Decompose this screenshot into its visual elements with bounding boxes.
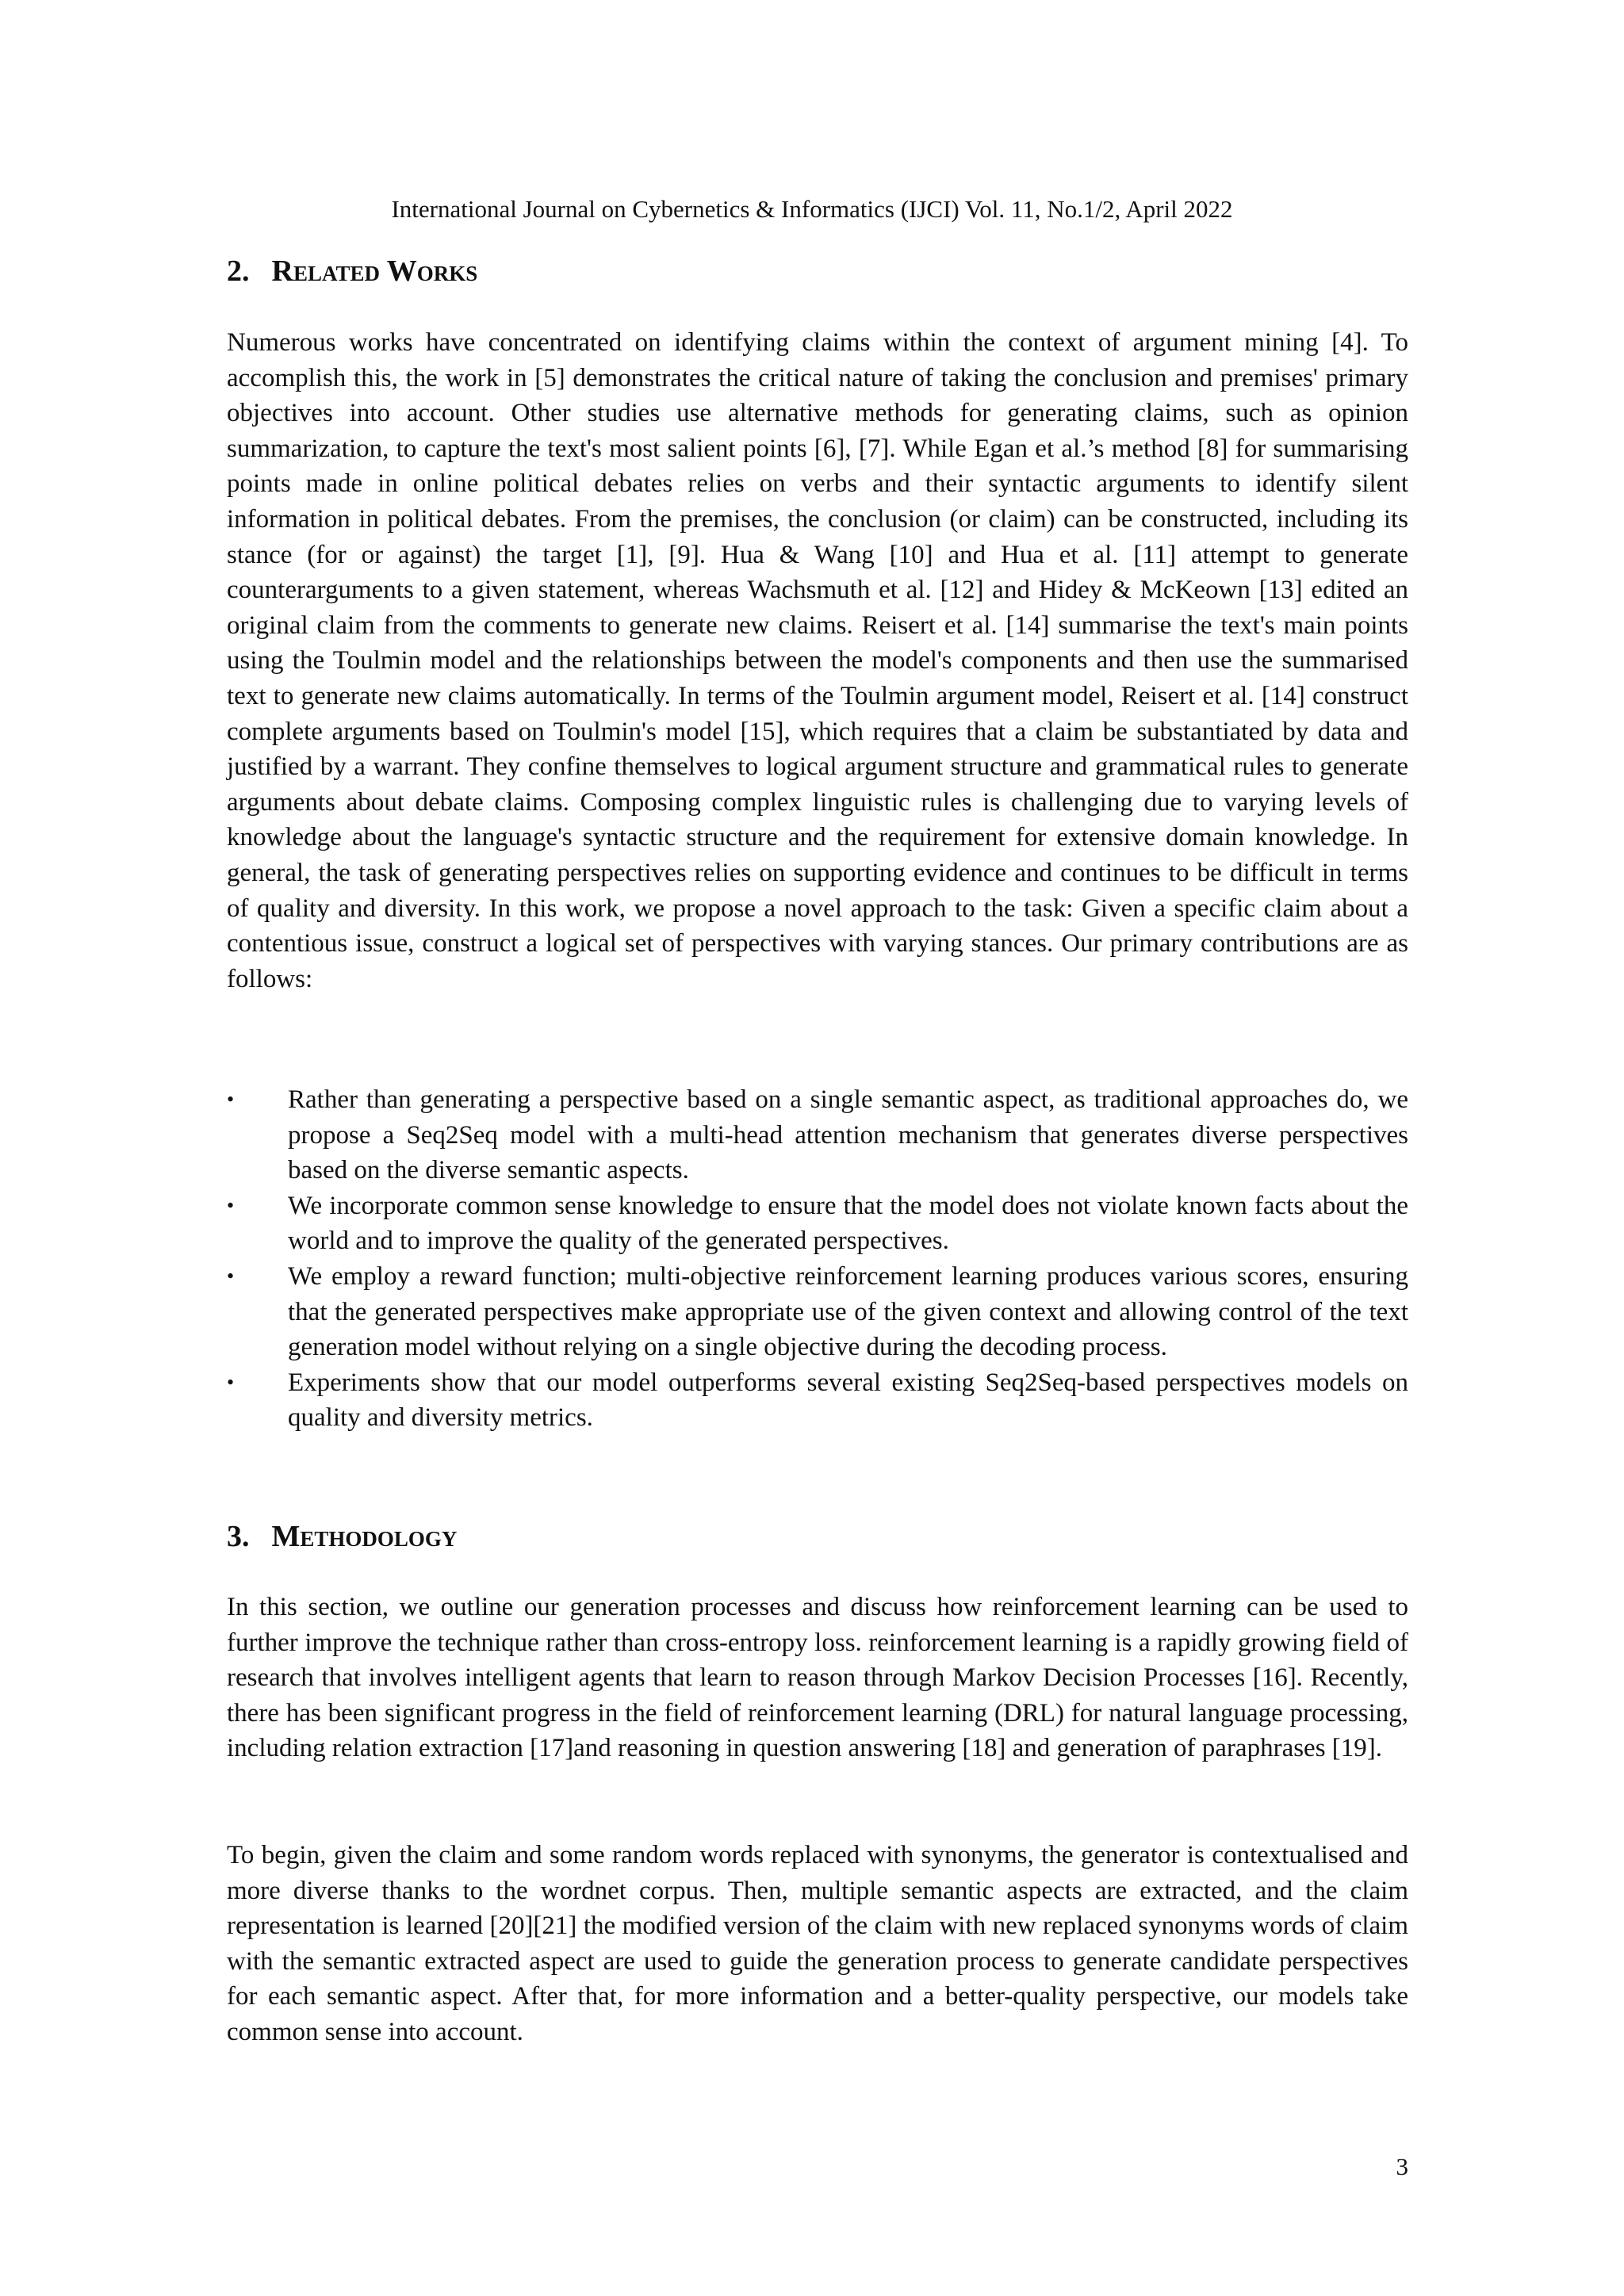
section-3-heading-block [227,1517,1408,1556]
list-item-text: We incorporate common sense knowledge to ensure that the model does not violate known facts about the world and to improve the quality of the generated perspectives. [288,1191,1408,1256]
section-3-body-1 [227,1590,1408,1766]
bullet-icon: • [227,1088,235,1111]
section-3-body-2 [227,1838,1408,2050]
section-title: Related Works [271,254,478,288]
list-item [227,1188,1408,1259]
section-number: 2. [227,254,250,288]
page-number: 3 [1396,2152,1408,2180]
section-heading-methodology [227,1517,1408,1556]
paragraph: In this section, we outline our generation processes and discuss how reinforcement learning can be used to further improve the technique rather than cross-entropy loss. reinforcement learning is a rapidly growing field of research that involves intelligent agents that learn to reason through Markov Decision Processes [16]. Recently, there has been significant progress in the field of reinforcement learning (DRL) for natural language processing, including relation extraction [17]and reasoning in question answering [18] and generation of paraphrases [19]. [227,1593,1408,1763]
list-item [227,1259,1408,1365]
bullet-icon: • [227,1370,235,1394]
paragraph: To begin, given the claim and some random words replaced with synonyms, the generator is contextualised and more diverse thanks to the wordnet corpus. Then, multiple semantic aspects are extracted, and the claim representation is learned [20][21] the modified version of the claim with new replaced synonyms words of claim with the semantic extracted aspect are used to guide the generation process to generate candidate perspectives for each semantic aspect. After that, for more information and a better-quality perspective, our models take common sense into account. [227,1841,1408,2046]
bullet-icon: • [227,1193,235,1217]
paragraph: Numerous works have concentrated on identifying claims within the context of argument mining [4]. To accomplish this, the work in [5] demonstrates the critical nature of taking the conclusion and premises' primary objectives into account. Other studies use alternative methods for generating claims, such as opinion summarization, to capture the text's most salient points [6], [7]. While Egan et al.’s method [8] for summarising points made in online political debates relies on verbs and their syntactic arguments to identify silent information in political debates. From the premises, the conclusion (or claim) can be constructed, including its stance (for or against) the target [1], [9]. Hua & Wang [10] and Hua et al. [11] attempt to generate counterarguments to a given statement, whereas Wachsmuth et al. [12] and Hidey & McKeown [13] edited an original claim from the comments to generate new claims. Reisert et al. [14] summarise the text's main points using the Toulmin model and the relationships between the model's components and then use the summarised text to generate new claims automatically. In terms of the Toulmin argument model, Reisert et al. [14] construct complete arguments based on Toulmin's model [15], which requires that a claim be substantiated by data and justified by a warrant. They confine themselves to logical argument structure and grammatical rules to generate arguments about debate claims. Composing complex linguistic rules is challenging due to varying levels of knowledge about the language's syntactic structure and the requirement for extensive domain knowledge. In general, the task of generating perspectives relies on supporting evidence and continues to be difficult in terms of quality and diversity. In this work, we propose a novel approach to the task: Given a specific claim about a contentious issue, construct a logical set of perspectives with varying stances. Our primary contributions are as follows: [227,328,1408,993]
section-2-heading-block [227,252,1408,290]
list-item-text: Rather than generating a perspective based on a single semantic aspect, as traditional approaches do, we propose a Seq2Seq model with a multi-head attention mechanism that generates diverse perspectives based on the diverse semantic aspects. [288,1085,1408,1185]
bullet-icon: • [227,1264,235,1288]
contributions-list [227,1082,1408,1436]
list-item [227,1082,1408,1188]
contributions-list-block [227,1082,1408,1436]
list-item-text: Experiments show that our model outperforms several existing Seq2Seq-based perspectives models on quality and diversity metrics. [288,1368,1408,1433]
list-item [227,1365,1408,1436]
section-2-body [227,325,1408,997]
section-number: 3. [227,1520,250,1553]
running-header: International Journal on Cybernetics & Informatics (IJCI) Vol. 11, No.1/2, April 2022 [391,195,1233,223]
list-item-text: We employ a reward function; multi-objective reinforcement learning produces various scores, ensuring that the generated perspectives make appropriate use of the given context and allowing control of the text generation model without relying on a single objective during the decoding process. [288,1261,1408,1362]
section-title: Methodology [271,1520,458,1553]
section-heading-related-works [227,252,1408,290]
